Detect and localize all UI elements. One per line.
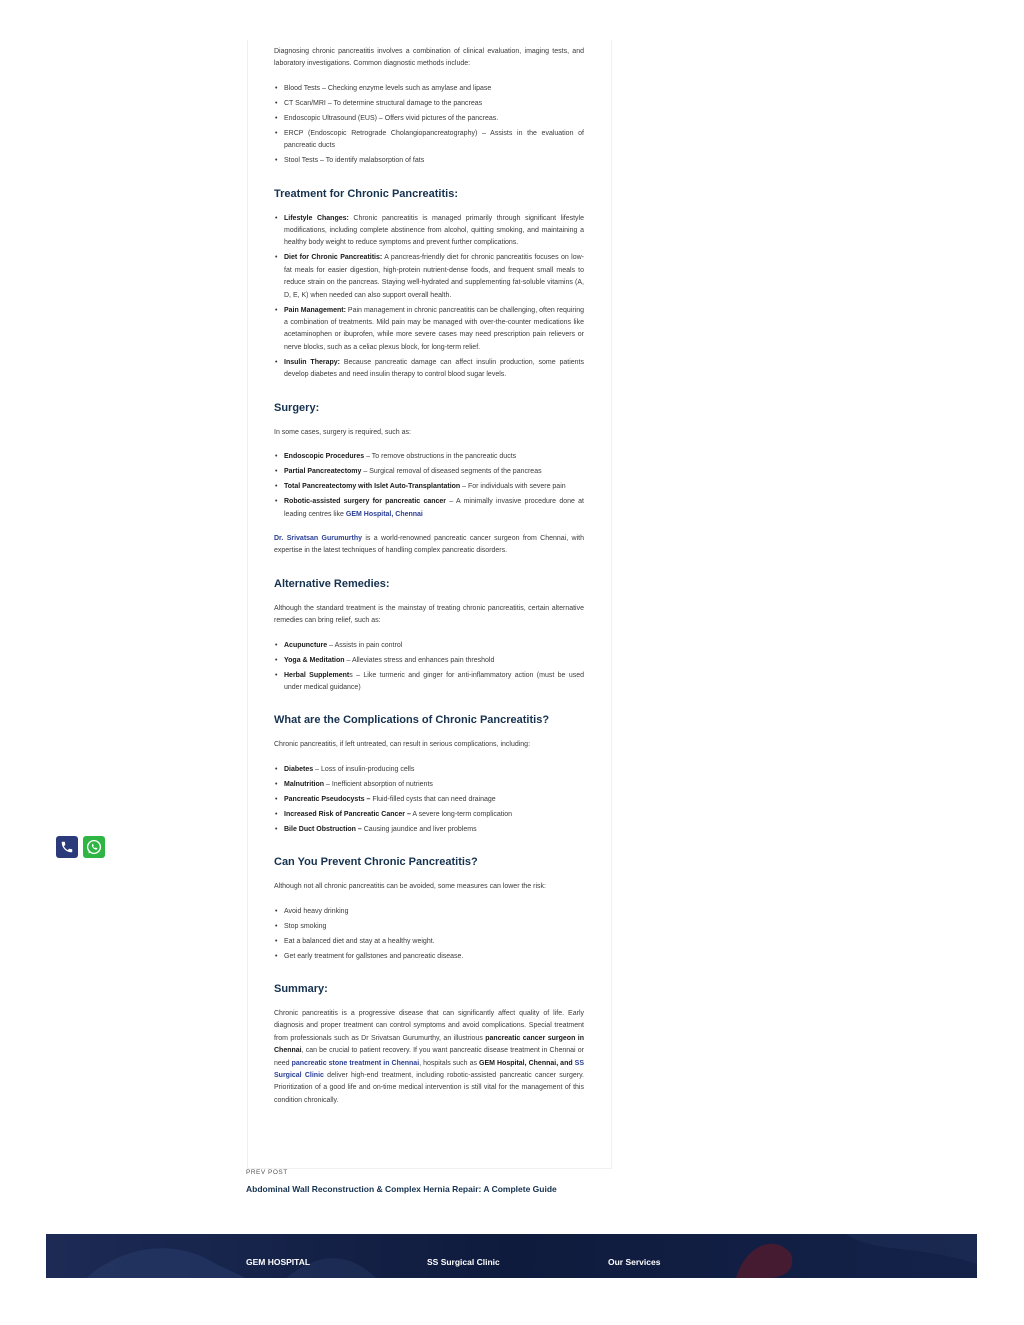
item-text: – Alleviates stress and enhances pain threshold xyxy=(344,656,495,664)
list-item xyxy=(284,496,584,521)
item-label: Robotic-assisted surgery for pancreatic cancer xyxy=(284,498,447,506)
list-item xyxy=(284,824,584,836)
item-text: Because pancreatic damage can affect insulin production, some patients develop diabetes and need insulin therapy to control blood sugar levels. xyxy=(284,358,584,379)
summary-text: deliver high-end treatment, including robotic-assisted pancreatic cancer surgery. Prioritization of a good life and on-time medical intervention is still vital for the management of this condition chronically. xyxy=(274,1072,585,1104)
item-text: – Inefficient absorption of nutrients xyxy=(324,780,433,788)
list-item: • Stop smoking xyxy=(284,921,584,933)
summary-heading: Summary: xyxy=(274,982,328,995)
summary-text: Chronic pancreatitis is a progressive disease that can significantly affect quality of life. Early diagnosis and proper treatment can control symptoms and avoid complications. Special treatment from professionals such as Dr Srivatsan Gurumurthy, an illustrious xyxy=(274,1009,584,1042)
item-text: Pain management in chronic pancreatitis can be challenging, often requiring a combination of treatments. Mild pain may be managed with over-the-counter medications like acetaminophen or ibuprofen, while more severe cases may need prescription pain relievers or nerve blocks, such as a celiac plexus block, for long-term relief. xyxy=(284,306,584,351)
surgery-list xyxy=(274,451,584,521)
item-label: Herbal Supplement xyxy=(284,671,350,679)
surgery-intro: In some cases, surgery is required, such as: xyxy=(274,428,411,436)
list-item: • CT Scan/MRI – To determine structural damage to the pancreas xyxy=(284,98,584,110)
prevention-list xyxy=(274,906,584,963)
item-text: – A minimally invasive procedure done at leading centres like xyxy=(284,498,585,518)
post-navigation xyxy=(246,1169,606,1194)
list-item: • Eat a balanced diet and stay at a healthy weight. xyxy=(284,936,584,948)
diagnosis-intro: Diagnosing chronic pancreatitis involves a combination of clinical evaluation, imaging tests, and laboratory investigations. Common diagnostic methods include: xyxy=(274,48,584,68)
summary-text: , can be crucial to patient recovery. If you want pancreatic disease treatment in Chennai or need xyxy=(274,1047,584,1067)
doctor-link[interactable]: Dr. Srivatsan Gurumurthy xyxy=(274,534,363,542)
item-label: Pain Management: xyxy=(284,306,346,314)
item-label: Endoscopic Procedures xyxy=(284,453,365,461)
list-item xyxy=(284,451,584,463)
item-label: Diabetes xyxy=(284,765,314,773)
list-item xyxy=(284,779,584,791)
footer-link-our-services[interactable]: Our Services xyxy=(608,1257,661,1267)
site-footer xyxy=(46,1234,977,1278)
surgery-heading: Surgery: xyxy=(274,401,320,414)
item-label: Increased Risk of Pancreatic Cancer – xyxy=(284,810,411,818)
item-label: Lifestyle Changes: xyxy=(284,214,349,222)
list-item xyxy=(284,357,584,382)
item-text: – Surgical removal of diseased segments of the pancreas xyxy=(361,468,542,476)
treatment-heading: Treatment for Chronic Pancreatitis: xyxy=(274,187,458,200)
article-content xyxy=(274,46,584,1119)
item-label: Malnutrition xyxy=(284,780,325,788)
prev-post-link[interactable]: Abdominal Wall Reconstruction & Complex Hernia Repair: A Complete Guide xyxy=(246,1184,557,1194)
list-item: • Endoscopic Ultrasound (EUS) – Offers vivid pictures of the pancreas. xyxy=(284,113,584,125)
item-label: Bile Duct Obstruction – xyxy=(284,825,362,833)
summary-bold: GEM Hospital, Chennai, and xyxy=(479,1059,573,1067)
alternative-heading: Alternative Remedies: xyxy=(274,577,390,590)
list-item xyxy=(284,794,584,806)
list-item xyxy=(284,481,584,493)
item-text: – Assists in pain control xyxy=(327,641,403,649)
item-text: Fluid-filled cysts that can need drainage xyxy=(370,795,496,803)
list-item: • ERCP (Endoscopic Retrograde Cholangiopancreatography) – Assists in the evaluation of pancreatic ducts xyxy=(284,128,584,153)
item-label: Insulin Therapy: xyxy=(284,358,340,366)
phone-icon xyxy=(60,840,74,854)
item-label: Pancreatic Pseudocysts – xyxy=(284,795,371,803)
complications-list xyxy=(274,764,584,836)
doctor-text: is a world-renowned pancreatic cancer surgeon from Chennai, with expertise in the latest techniques of handling complex pancreatic disorders. xyxy=(274,534,584,555)
list-item xyxy=(284,305,584,355)
ss-surgical-link[interactable]: SS Surgical Clinic xyxy=(274,1059,584,1079)
complications-heading: What are the Complications of Chronic Pancreatitis? xyxy=(274,714,550,727)
list-item xyxy=(284,213,584,250)
item-text: A pancreas-friendly diet for chronic pancreatitis focuses on low-fat meals for easier digestion, high-protein nutrient-dense foods, and frequent small meals to reduce strain on the pancreas. Staying well-hydrated and supplementing fat-soluble vitamins (A, D, E, K) when needed can also support overall health. xyxy=(284,254,585,299)
summary-bold: pancreatic cancer surgeon in Chennai xyxy=(274,1034,584,1055)
prev-post-label: PREV POST xyxy=(246,1169,288,1176)
list-item xyxy=(284,809,584,821)
footer-link-ss-surgical-clinic[interactable]: SS Surgical Clinic xyxy=(427,1257,500,1267)
item-text: Chronic pancreatitis is managed primarily through significant lifestyle modifications, including complete abstinence from alcohol, quitting smoking, and maintaining a healthy body weight to reduce symptoms and prevent further complications. xyxy=(284,214,584,247)
item-text: A severe long-term complication xyxy=(410,810,513,818)
item-label: Yoga & Meditation xyxy=(284,656,345,664)
item-label: Partial Pancreatectomy xyxy=(284,468,362,476)
item-text: Causing jaundice and liver problems xyxy=(361,825,477,833)
list-item: • Get early treatment for gallstones and pancreatic disease. xyxy=(284,951,584,963)
footer-background xyxy=(46,1234,977,1278)
treatment-list xyxy=(274,213,584,382)
item-text: – Loss of insulin-producing cells xyxy=(313,765,415,773)
item-text: – To remove obstructions in the pancreatic ducts xyxy=(364,453,517,461)
alternative-intro: Although the standard treatment is the mainstay of treating chronic pancreatitis, certain alternative remedies can bring relief, such as: xyxy=(274,604,584,625)
footer-link-gem-hospital[interactable]: GEM HOSPITAL xyxy=(246,1257,311,1267)
gem-hospital-link[interactable]: GEM Hospital, Chennai xyxy=(345,510,423,518)
pancreatic-stone-link[interactable]: pancreatic stone treatment in Chennai xyxy=(291,1059,420,1067)
whatsapp-button[interactable] xyxy=(83,836,105,858)
list-item xyxy=(284,640,584,652)
list-item xyxy=(284,764,584,776)
prevention-heading: Can You Prevent Chronic Pancreatitis? xyxy=(274,856,478,869)
doctor-paragraph xyxy=(274,533,584,558)
whatsapp-icon xyxy=(85,838,103,856)
summary-paragraph xyxy=(274,1008,584,1107)
list-item: • Blood Tests – Checking enzyme levels such as amylase and lipase xyxy=(284,83,584,95)
list-item xyxy=(284,252,584,302)
diagnostics-list xyxy=(274,83,584,168)
list-item xyxy=(284,655,584,667)
item-label: Total Pancreatectomy with Islet Auto-Transplantation xyxy=(284,483,461,491)
call-button[interactable] xyxy=(56,836,78,858)
prevention-intro: Although not all chronic pancreatitis can be avoided, some measures can lower the risk: xyxy=(274,883,546,891)
alternative-list xyxy=(274,640,584,695)
item-label: Diet for Chronic Pancreatitis: xyxy=(284,254,383,262)
item-label: Acupuncture xyxy=(284,641,328,649)
item-text: s – Like turmeric and ginger for anti-inflammatory action (must be used under medical guidance) xyxy=(284,671,585,691)
summary-text: , hospitals such as xyxy=(419,1059,480,1067)
list-item: • Stool Tests – To identify malabsorption of fats xyxy=(284,155,584,167)
list-item: • Avoid heavy drinking xyxy=(284,906,584,918)
list-item xyxy=(284,466,584,478)
list-item xyxy=(284,670,584,695)
complications-intro: Chronic pancreatitis, if left untreated, can result in serious complications, including: xyxy=(274,741,531,749)
item-text: – For individuals with severe pain xyxy=(460,483,566,491)
